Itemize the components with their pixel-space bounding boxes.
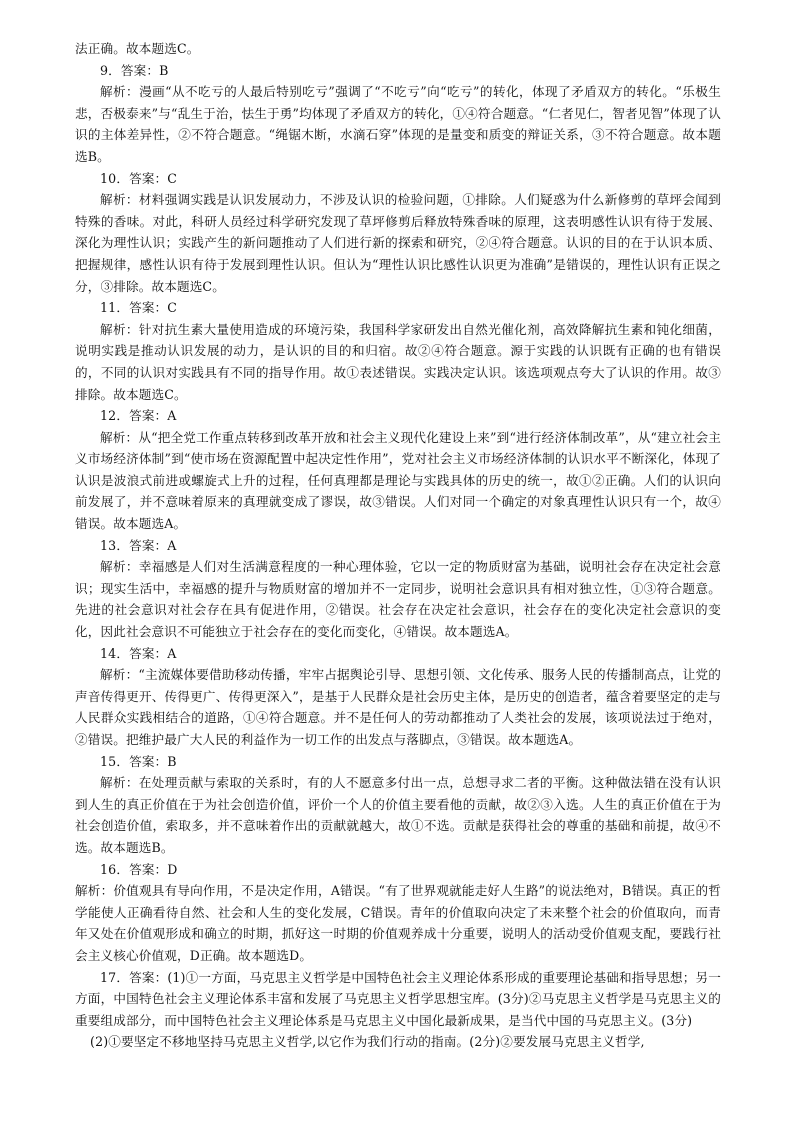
explanation-13: 解析：幸福感是人们对生活满意程度的一种心理体验，它以一定的物质财富为基础，说明社会存在决定社会意识；现实生活中，幸福感的提升与物质财富的增加并不一定同步，说明社会意识具有相对独立性，①③符合题意。先进的社会意识对社会存在具有促进作用，②错误。社会存在决定社会意识，社会存在的变化决定社会意识的变化，因此社会意识不可能独立于社会存在的变化而变化，④错误。故本题选A。 (75, 559, 721, 640)
answer-page (75, 38, 721, 1053)
paragraph-continuation: 法正确。故本题选C。 (75, 41, 200, 56)
answer-10: 10．答案：C (100, 170, 178, 186)
answer-12: 12．答案：A (100, 408, 177, 424)
answer-9: 9．答案：B (100, 62, 169, 78)
explanation-14: 解析：“主流媒体要借助移动传播，牢牢占据舆论引导、思想引领、文化传承、服务人民的传播制高点，让党的声音传得更开、传得更广、传得更深入”，是基于人民群众是社会历史主体，是历史的创造者，蕴含着要坚定的走与人民群众实践相结合的道路，①④符合题意。并不是任何人的劳动都推动了人类社会的发展，该项说法过于绝对，②错误。把维护最广大人民的利益作为一切工作的出发点与落脚点，③错误。故本题选A。 (75, 667, 721, 747)
answer-16: 16．答案：D (100, 861, 178, 877)
explanation-11: 解析：针对抗生素大量使用造成的环境污染，我国科学家研发出自然光催化剂，高效降解抗生素和钝化细菌，说明实践是推动认识发展的动力，是认识的目的和归宿。故②④符合题意。源于实践的认识既有正确的也有错误的，不同的认识对实践具有不同的指导作用。故①表述错误。实践决定认识。该选项观点夸大了认识的作用。故③排除。故本题选C。 (75, 321, 721, 402)
explanation-12: 解析：从“把全党工作重点转移到改革开放和社会主义现代化建设上来”到“进行经济体制改革”，从“建立社会主义市场经济体制”到“使市场在资源配置中起决定性作用”，党对社会主义市场经济体制的认识水平不断深化，体现了认识是波浪式前进或螺旋式上升的过程，任何真理都是理论与实践具体的历史的统一，故①②正确。人们的认识向前发展了，并不意味着原来的真理就变成了谬误，故③错误。人们对同一个确定的对象真理性认识只有一个，故④错误。故本题选A。 (75, 429, 721, 532)
answer-17: 17．答案：(1)①一方面，马克思主义哲学是中国特色社会主义理论体系形成的重要理论基础和指导思想；另一方面，中国特色社会主义理论体系丰富和发展了马克思主义哲学思想宝库。(3分)②马克思主义哲学是马克思主义的重要组成部分，而中国特色社会主义理论体系是马克思主义中国化最新成果，是当代中国的马克思主义。(3分) (75, 969, 721, 1028)
answer-11: 11．答案：C (100, 300, 178, 316)
answer-15: 15．答案：B (100, 753, 177, 769)
explanation-9: 解析：漫画“从不吃亏的人最后特别吃亏”强调了“不吃亏”向“吃亏”的转化，体现了矛盾双方的转化。“乐极生悲，否极泰来”与“乱生于治，怯生于勇”均体现了矛盾双方的转化，①④符合题意。“仁者见仁，智者见智”体现了认识的主体差异性，②不符合题意。“绳锯木断，水滴石穿”体现的是量变和质变的辩证关系，③不符合题意。故本题选B。 (75, 84, 721, 164)
explanation-10: 解析：材料强调实践是认识发展动力，不涉及认识的检验问题，①排除。人们疑惑为什么新修剪的草坪会闻到特殊的香味。对此，科研人员经过科学研究发现了草坪修剪后释放特殊香味的原理，这表明感性认识有待于发展、深化为理性认识；实践产生的新问题推动了人们进行新的探索和研究，②④符合题意。认识的目的在于认识本质、把握规律，感性认识有待于发展到理性认识。但认为“理性认识比感性认识更为准确”是错误的，理性认识有正误之分，③排除。故本题选C。 (75, 192, 721, 294)
explanation-16: 解析：价值观具有导向作用，不是决定作用，A错误。“有了世界观就能走好人生路”的说法绝对，B错误。真正的哲学能使人正确看待自然、社会和人生的变化发展，C错误。青年的价值取向决定了未来整个社会的价值取向，而青年又处在价值观形成和确立的时期，抓好这一时期的价值观养成十分重要，说明人的活动受价值观支配，要践行社会主义核心价值观，D正确。故本题选D。 (75, 883, 721, 963)
answer-14: 14．答案：A (100, 645, 177, 661)
answer-17-part-2: (2)①要坚定不移地坚持马克思主义哲学,以它作为我们行动的指南。(2分)②要发展马克思主义哲学, (90, 1034, 645, 1050)
explanation-15: 解析：在处理贡献与索取的关系时，有的人不愿意多付出一点，总想寻求二者的平衡。这种做法错在没有认识到人生的真正价值在于为社会创造价值，评价一个人的价值主要看他的贡献，故②③入选。人生的真正价值在于为社会创造价值，索取多，并不意味着作出的贡献就越大，故①不选。贡献是获得社会的尊重的基础和前提，故④不选。故本题选B。 (75, 775, 721, 855)
answer-13: 13．答案：A (100, 537, 177, 553)
